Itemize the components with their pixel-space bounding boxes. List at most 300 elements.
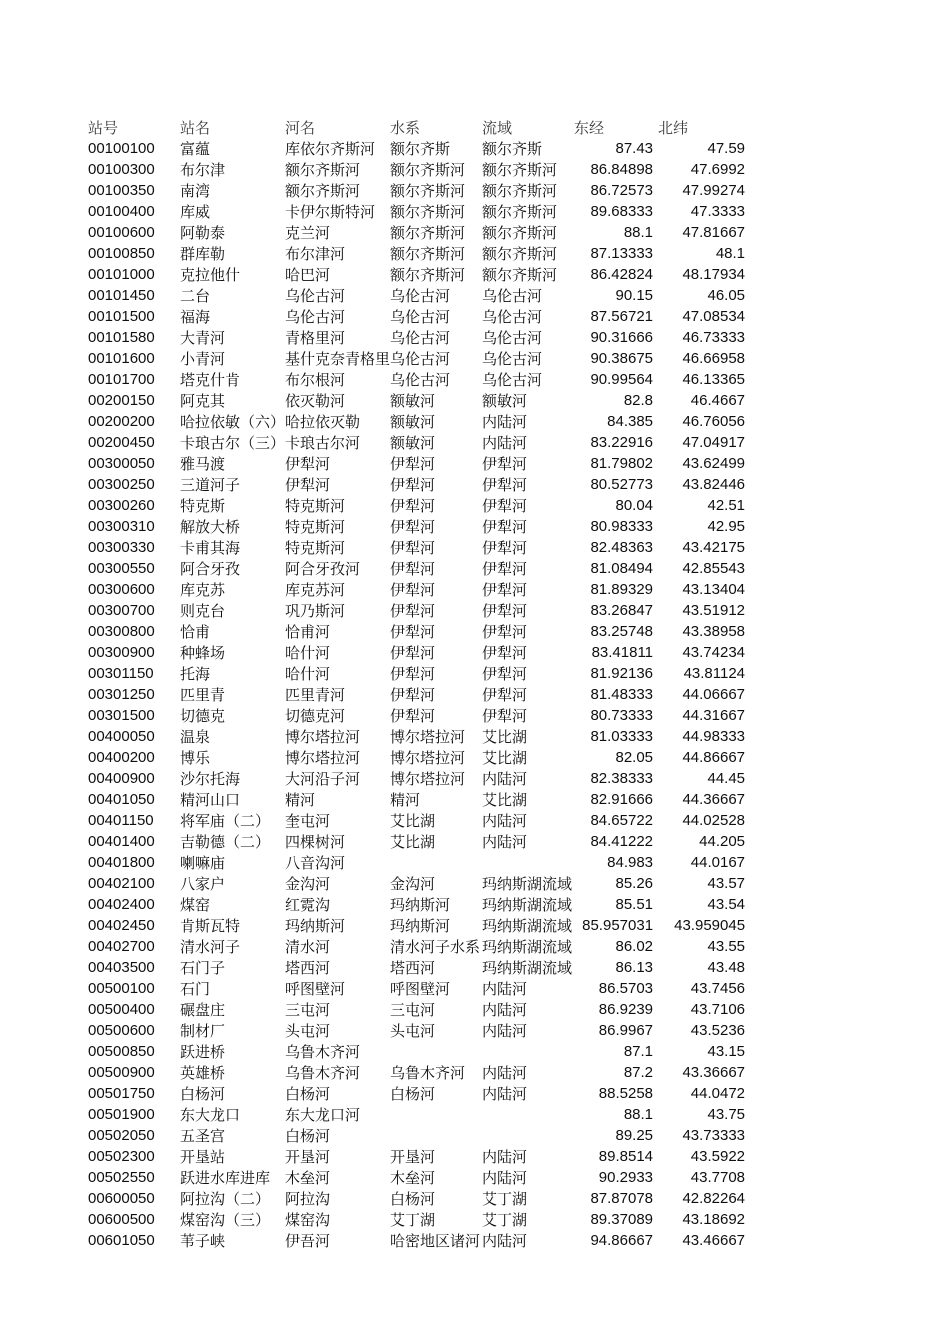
cell-longitude-east[interactable]: 94.86667 — [590, 1232, 654, 1249]
cell-latitude-north[interactable]: 42.82264 — [682, 1190, 746, 1207]
cell-latitude-north[interactable]: 47.04917 — [682, 434, 746, 451]
cell-water-system[interactable]: 白杨河 — [390, 1191, 436, 1208]
cell-river-name[interactable]: 特克斯河 — [285, 498, 346, 515]
cell-water-system[interactable]: 额尔齐斯河 — [390, 246, 466, 263]
cell-water-system[interactable]: 伊犁河 — [390, 666, 436, 683]
cell-station-id[interactable]: 00101000 — [88, 266, 155, 283]
cell-latitude-north[interactable]: 44.86667 — [682, 749, 746, 766]
cell-river-name[interactable]: 特克斯河 — [285, 540, 346, 557]
cell-latitude-north[interactable]: 48.17934 — [682, 266, 746, 283]
cell-longitude-east[interactable]: 86.84898 — [590, 161, 654, 178]
cell-water-system[interactable]: 伊犁河 — [390, 645, 436, 662]
cell-basin[interactable]: 乌伦古河 — [482, 288, 543, 305]
cell-latitude-north[interactable]: 47.3333 — [690, 203, 746, 220]
cell-basin[interactable]: 艾比湖 — [482, 792, 528, 809]
cell-longitude-east[interactable]: 87.87078 — [590, 1190, 654, 1207]
cell-longitude-east[interactable]: 81.48333 — [590, 686, 654, 703]
cell-basin[interactable]: 伊犁河 — [482, 603, 528, 620]
cell-river-name[interactable]: 库克苏河 — [285, 582, 346, 599]
cell-latitude-north[interactable]: 46.13365 — [682, 371, 746, 388]
cell-station-name[interactable]: 库克苏 — [180, 582, 226, 599]
cell-longitude-east[interactable]: 86.13 — [615, 959, 654, 976]
cell-latitude-north[interactable]: 44.205 — [699, 833, 746, 850]
cell-basin[interactable]: 伊犁河 — [482, 708, 528, 725]
cell-longitude-east[interactable]: 87.13333 — [590, 245, 654, 262]
cell-station-name[interactable]: 阿拉沟（二） — [180, 1191, 271, 1208]
cell-longitude-east[interactable]: 89.68333 — [590, 203, 654, 220]
cell-basin[interactable]: 乌伦古河 — [482, 330, 543, 347]
cell-basin[interactable]: 乌伦古河 — [482, 351, 543, 368]
cell-river-name[interactable]: 哈什河 — [285, 645, 331, 662]
cell-latitude-north[interactable]: 46.73333 — [682, 329, 746, 346]
cell-station-name[interactable]: 卡甫其海 — [180, 540, 241, 557]
cell-longitude-east[interactable]: 90.99564 — [590, 371, 654, 388]
cell-water-system[interactable]: 额尔齐斯河 — [390, 183, 466, 200]
cell-station-name[interactable]: 大青河 — [180, 330, 226, 347]
cell-water-system[interactable]: 伊犁河 — [390, 687, 436, 704]
cell-river-name[interactable]: 依灭勒河 — [285, 393, 346, 410]
cell-station-id[interactable]: 00402100 — [88, 875, 155, 892]
cell-station-name[interactable]: 富蕴 — [180, 141, 211, 158]
cell-river-name[interactable]: 奎屯河 — [285, 813, 331, 830]
cell-latitude-north[interactable]: 43.54 — [707, 896, 746, 913]
cell-station-id[interactable]: 00500850 — [88, 1043, 155, 1060]
cell-longitude-east[interactable]: 88.5258 — [598, 1085, 654, 1102]
cell-water-system[interactable]: 玛纳斯河 — [390, 897, 451, 914]
cell-water-system[interactable]: 三屯河 — [390, 1002, 436, 1019]
cell-latitude-north[interactable]: 43.81124 — [683, 665, 746, 682]
cell-basin[interactable]: 伊犁河 — [482, 540, 528, 557]
cell-longitude-east[interactable]: 87.56721 — [590, 308, 654, 325]
cell-water-system[interactable] — [390, 852, 482, 873]
cell-station-id[interactable]: 00300600 — [88, 581, 155, 598]
cell-basin[interactable]: 伊犁河 — [482, 456, 528, 473]
cell-water-system[interactable]: 头屯河 — [390, 1023, 436, 1040]
cell-station-id[interactable]: 00502550 — [88, 1169, 155, 1186]
cell-basin[interactable]: 内陆河 — [482, 1170, 528, 1187]
cell-basin[interactable]: 额尔齐斯河 — [482, 246, 558, 263]
cell-latitude-north[interactable]: 43.15 — [707, 1043, 746, 1060]
cell-river-name[interactable]: 卡琅古尔河 — [285, 435, 361, 452]
cell-station-id[interactable]: 00600500 — [88, 1211, 155, 1228]
cell-longitude-east[interactable]: 85.51 — [615, 896, 654, 913]
cell-river-name[interactable]: 乌伦古河 — [285, 288, 346, 305]
cell-station-id[interactable]: 00300800 — [88, 623, 155, 640]
cell-longitude-east[interactable]: 85.26 — [615, 875, 654, 892]
cell-latitude-north[interactable]: 43.38958 — [682, 623, 746, 640]
cell-station-name[interactable]: 塔克什肯 — [180, 372, 241, 389]
cell-station-id[interactable]: 00100600 — [88, 224, 155, 241]
cell-station-id[interactable]: 00200150 — [88, 392, 155, 409]
cell-longitude-east[interactable]: 89.8514 — [598, 1148, 654, 1165]
cell-water-system[interactable]: 乌伦古河 — [390, 309, 451, 326]
cell-basin[interactable]: 内陆河 — [482, 435, 528, 452]
cell-river-name[interactable]: 呼图壁河 — [285, 981, 346, 998]
cell-basin[interactable]: 伊犁河 — [482, 687, 528, 704]
cell-station-id[interactable]: 00402700 — [88, 938, 155, 955]
cell-longitude-east[interactable]: 84.983 — [607, 854, 654, 871]
cell-river-name[interactable]: 布尔津河 — [285, 246, 346, 263]
cell-river-name[interactable]: 东大龙口河 — [285, 1107, 361, 1124]
cell-station-id[interactable]: 00400050 — [88, 728, 155, 745]
cell-longitude-east[interactable]: 87.2 — [623, 1064, 654, 1081]
cell-station-name[interactable]: 雅马渡 — [180, 456, 226, 473]
cell-station-name[interactable]: 阿勒泰 — [180, 225, 226, 242]
cell-basin[interactable]: 艾比湖 — [482, 750, 528, 767]
cell-river-name[interactable]: 乌鲁木齐河 — [285, 1044, 361, 1061]
cell-water-system[interactable]: 伊犁河 — [390, 561, 436, 578]
cell-latitude-north[interactable]: 46.4667 — [690, 392, 746, 409]
cell-station-id[interactable]: 00101500 — [88, 308, 155, 325]
cell-latitude-north[interactable]: 43.75 — [707, 1106, 746, 1123]
cell-station-name[interactable]: 制材厂 — [180, 1023, 226, 1040]
cell-water-system[interactable]: 伊犁河 — [390, 456, 436, 473]
cell-station-id[interactable]: 00402400 — [88, 896, 155, 913]
cell-basin[interactable]: 艾丁湖 — [482, 1191, 528, 1208]
cell-station-id[interactable]: 00300250 — [88, 476, 155, 493]
cell-water-system[interactable]: 额尔齐斯河 — [390, 267, 466, 284]
cell-longitude-east[interactable]: 86.9239 — [598, 1001, 654, 1018]
cell-basin[interactable]: 内陆河 — [482, 981, 528, 998]
cell-latitude-north[interactable]: 43.18692 — [682, 1211, 746, 1228]
cell-station-name[interactable]: 碾盘庄 — [180, 1002, 226, 1019]
cell-station-id[interactable]: 00502300 — [88, 1148, 155, 1165]
cell-longitude-east[interactable]: 85.957031 — [582, 917, 654, 934]
cell-water-system[interactable]: 金沟河 — [390, 876, 436, 893]
cell-station-name[interactable]: 克拉他什 — [180, 267, 241, 284]
cell-water-system[interactable]: 玛纳斯河 — [390, 918, 451, 935]
cell-river-name[interactable]: 伊犁河 — [285, 456, 331, 473]
cell-river-name[interactable]: 巩乃斯河 — [285, 603, 346, 620]
cell-water-system[interactable]: 伊犁河 — [390, 540, 436, 557]
cell-longitude-east[interactable]: 90.31666 — [590, 329, 654, 346]
cell-station-id[interactable]: 00101580 — [88, 329, 155, 346]
cell-station-name[interactable]: 煤窑沟（三） — [180, 1212, 271, 1229]
cell-station-name[interactable]: 石门子 — [180, 960, 226, 977]
cell-longitude-east[interactable]: 81.92136 — [590, 665, 654, 682]
cell-station-id[interactable]: 00500100 — [88, 980, 155, 997]
cell-basin[interactable]: 伊犁河 — [482, 582, 528, 599]
cell-station-name[interactable]: 群库勒 — [180, 246, 226, 263]
cell-station-name[interactable]: 库威 — [180, 204, 211, 221]
cell-river-name[interactable]: 特克斯河 — [285, 519, 346, 536]
cell-longitude-east[interactable]: 80.98333 — [590, 518, 654, 535]
cell-station-name[interactable]: 吉勒德（二） — [180, 834, 271, 851]
cell-river-name[interactable]: 清水河 — [285, 939, 331, 956]
cell-longitude-east[interactable]: 86.9967 — [598, 1022, 654, 1039]
cell-latitude-north[interactable]: 42.95 — [707, 518, 746, 535]
cell-latitude-north[interactable]: 44.06667 — [682, 686, 746, 703]
cell-longitude-east[interactable]: 82.38333 — [590, 770, 654, 787]
cell-latitude-north[interactable]: 44.0472 — [690, 1085, 746, 1102]
cell-station-id[interactable]: 00403500 — [88, 959, 155, 976]
cell-river-name[interactable]: 额尔齐斯河 — [285, 183, 361, 200]
cell-longitude-east[interactable]: 90.15 — [615, 287, 654, 304]
cell-water-system[interactable]: 额敏河 — [390, 414, 436, 431]
cell-longitude-east[interactable]: 81.79802 — [590, 455, 654, 472]
cell-water-system[interactable]: 伊犁河 — [390, 708, 436, 725]
cell-basin[interactable] — [482, 1104, 574, 1125]
cell-station-id[interactable]: 00300700 — [88, 602, 155, 619]
cell-basin[interactable]: 玛纳斯湖流域 — [482, 960, 573, 977]
cell-latitude-north[interactable]: 48.1 — [715, 245, 746, 262]
cell-basin[interactable]: 艾比湖 — [482, 729, 528, 746]
cell-river-name[interactable]: 乌鲁木齐河 — [285, 1065, 361, 1082]
cell-station-id[interactable]: 00501750 — [88, 1085, 155, 1102]
cell-station-id[interactable]: 00101450 — [88, 287, 155, 304]
cell-river-name[interactable]: 伊犁河 — [285, 477, 331, 494]
cell-water-system[interactable]: 博尔塔拉河 — [390, 771, 466, 788]
cell-basin[interactable]: 乌伦古河 — [482, 372, 543, 389]
cell-latitude-north[interactable]: 44.36667 — [682, 791, 746, 808]
cell-longitude-east[interactable]: 84.65722 — [590, 812, 654, 829]
cell-station-name[interactable]: 匹里青 — [180, 687, 226, 704]
cell-station-id[interactable]: 00401800 — [88, 854, 155, 871]
cell-station-id[interactable]: 00402450 — [88, 917, 155, 934]
cell-station-id[interactable]: 00500600 — [88, 1022, 155, 1039]
cell-basin[interactable]: 伊犁河 — [482, 645, 528, 662]
cell-water-system[interactable]: 额敏河 — [390, 393, 436, 410]
cell-station-id[interactable]: 00500900 — [88, 1064, 155, 1081]
cell-basin[interactable]: 艾丁湖 — [482, 1212, 528, 1229]
cell-station-id[interactable]: 00600050 — [88, 1190, 155, 1207]
cell-latitude-north[interactable]: 44.02528 — [682, 812, 746, 829]
cell-water-system[interactable]: 开垦河 — [390, 1149, 436, 1166]
cell-station-name[interactable]: 阿克其 — [180, 393, 226, 410]
cell-water-system[interactable]: 艾比湖 — [390, 813, 436, 830]
cell-longitude-east[interactable]: 81.03333 — [590, 728, 654, 745]
cell-longitude-east[interactable]: 84.41222 — [590, 833, 654, 850]
cell-longitude-east[interactable]: 89.37089 — [590, 1211, 654, 1228]
cell-water-system[interactable]: 伊犁河 — [390, 519, 436, 536]
cell-basin[interactable]: 内陆河 — [482, 1233, 528, 1250]
cell-station-name[interactable]: 跃进桥 — [180, 1044, 226, 1061]
cell-basin[interactable] — [482, 1125, 574, 1146]
cell-latitude-north[interactable]: 44.31667 — [682, 707, 746, 724]
cell-basin[interactable]: 内陆河 — [482, 834, 528, 851]
cell-station-id[interactable]: 00401050 — [88, 791, 155, 808]
cell-river-name[interactable]: 切德克河 — [285, 708, 346, 725]
cell-station-id[interactable]: 00400900 — [88, 770, 155, 787]
cell-water-system[interactable]: 伊犁河 — [390, 603, 436, 620]
cell-station-id[interactable]: 00200200 — [88, 413, 155, 430]
cell-basin[interactable]: 玛纳斯湖流域 — [482, 939, 573, 956]
cell-longitude-east[interactable]: 80.04 — [615, 497, 654, 514]
cell-station-id[interactable]: 00300330 — [88, 539, 155, 556]
cell-longitude-east[interactable]: 86.5703 — [598, 980, 654, 997]
cell-river-name[interactable]: 八音沟河 — [285, 855, 346, 872]
cell-longitude-east[interactable]: 82.48363 — [590, 539, 654, 556]
cell-water-system[interactable] — [390, 1104, 482, 1125]
cell-basin[interactable]: 内陆河 — [482, 1023, 528, 1040]
cell-station-id[interactable]: 00601050 — [88, 1232, 155, 1249]
cell-latitude-north[interactable]: 43.55 — [707, 938, 746, 955]
cell-water-system[interactable]: 塔西河 — [390, 960, 436, 977]
cell-basin[interactable]: 额尔齐斯河 — [482, 162, 558, 179]
cell-station-id[interactable]: 00500400 — [88, 1001, 155, 1018]
cell-latitude-north[interactable]: 46.76056 — [682, 413, 746, 430]
cell-station-id[interactable]: 00100400 — [88, 203, 155, 220]
cell-longitude-east[interactable]: 88.1 — [623, 1106, 654, 1123]
cell-station-id[interactable]: 00300260 — [88, 497, 155, 514]
cell-station-name[interactable]: 八家户 — [180, 876, 226, 893]
cell-river-name[interactable]: 三屯河 — [285, 1002, 331, 1019]
cell-river-name[interactable]: 煤窑沟 — [285, 1212, 331, 1229]
cell-river-name[interactable]: 木垒河 — [285, 1170, 331, 1187]
cell-station-id[interactable]: 00100100 — [88, 140, 155, 157]
cell-water-system[interactable]: 博尔塔拉河 — [390, 729, 466, 746]
cell-latitude-north[interactable]: 43.7456 — [690, 980, 746, 997]
cell-river-name[interactable]: 金沟河 — [285, 876, 331, 893]
cell-basin[interactable]: 额尔齐斯河 — [482, 183, 558, 200]
cell-river-name[interactable]: 布尔根河 — [285, 372, 346, 389]
cell-river-name[interactable]: 阿拉沟 — [285, 1191, 331, 1208]
cell-water-system[interactable]: 额尔齐斯河 — [390, 225, 466, 242]
cell-basin[interactable]: 内陆河 — [482, 813, 528, 830]
cell-station-name[interactable]: 三道河子 — [180, 477, 241, 494]
cell-longitude-east[interactable]: 83.41811 — [591, 644, 654, 661]
cell-longitude-east[interactable]: 87.1 — [623, 1043, 654, 1060]
cell-water-system[interactable]: 清水河子水系 — [390, 939, 481, 956]
cell-longitude-east[interactable]: 83.22916 — [590, 434, 654, 451]
cell-river-name[interactable]: 匹里青河 — [285, 687, 346, 704]
cell-station-id[interactable]: 00401400 — [88, 833, 155, 850]
cell-water-system[interactable]: 乌伦古河 — [390, 288, 451, 305]
cell-station-id[interactable]: 00400200 — [88, 749, 155, 766]
cell-latitude-north[interactable]: 43.62499 — [682, 455, 746, 472]
cell-water-system[interactable]: 博尔塔拉河 — [390, 750, 466, 767]
cell-longitude-east[interactable]: 90.38675 — [590, 350, 654, 367]
cell-station-name[interactable]: 东大龙口 — [180, 1107, 241, 1124]
cell-station-id[interactable]: 00300550 — [88, 560, 155, 577]
cell-basin[interactable]: 玛纳斯湖流域 — [482, 918, 573, 935]
cell-river-name[interactable]: 开垦河 — [285, 1149, 331, 1166]
cell-latitude-north[interactable]: 44.98333 — [682, 728, 746, 745]
cell-station-name[interactable]: 清水河子 — [180, 939, 241, 956]
cell-latitude-north[interactable]: 47.99274 — [682, 182, 746, 199]
cell-station-id[interactable]: 00300310 — [88, 518, 155, 535]
cell-basin[interactable]: 玛纳斯湖流域 — [482, 897, 573, 914]
cell-latitude-north[interactable]: 44.45 — [707, 770, 746, 787]
cell-river-name[interactable]: 白杨河 — [285, 1128, 331, 1145]
cell-basin[interactable]: 内陆河 — [482, 1149, 528, 1166]
cell-water-system[interactable]: 艾比湖 — [390, 834, 436, 851]
cell-basin[interactable]: 内陆河 — [482, 771, 528, 788]
cell-station-name[interactable]: 小青河 — [180, 351, 226, 368]
cell-latitude-north[interactable]: 44.0167 — [690, 854, 746, 871]
cell-station-id[interactable]: 00300900 — [88, 644, 155, 661]
cell-water-system[interactable]: 乌鲁木齐河 — [390, 1065, 466, 1082]
cell-station-name[interactable]: 沙尔托海 — [180, 771, 241, 788]
cell-longitude-east[interactable]: 86.42824 — [590, 266, 654, 283]
cell-basin[interactable]: 额尔齐斯河 — [482, 204, 558, 221]
cell-latitude-north[interactable]: 43.74234 — [682, 644, 746, 661]
cell-station-name[interactable]: 苇子峡 — [180, 1233, 226, 1250]
cell-longitude-east[interactable]: 88.1 — [623, 224, 654, 241]
cell-latitude-north[interactable]: 43.5236 — [690, 1022, 746, 1039]
cell-basin[interactable] — [482, 852, 574, 873]
cell-river-name[interactable]: 四棵树河 — [285, 834, 346, 851]
cell-station-name[interactable]: 托海 — [180, 666, 211, 683]
cell-latitude-north[interactable]: 47.59 — [707, 140, 746, 157]
cell-latitude-north[interactable]: 47.08534 — [682, 308, 746, 325]
cell-latitude-north[interactable]: 46.66958 — [682, 350, 746, 367]
cell-basin[interactable]: 伊犁河 — [482, 561, 528, 578]
cell-station-name[interactable]: 二台 — [180, 288, 211, 305]
cell-basin[interactable]: 额尔齐斯河 — [482, 225, 558, 242]
cell-river-name[interactable]: 博尔塔拉河 — [285, 729, 361, 746]
cell-station-id[interactable]: 00301250 — [88, 686, 155, 703]
cell-basin[interactable] — [482, 1041, 574, 1062]
cell-river-name[interactable]: 塔西河 — [285, 960, 331, 977]
cell-river-name[interactable]: 红霓沟 — [285, 897, 331, 914]
cell-basin[interactable]: 内陆河 — [482, 1065, 528, 1082]
cell-longitude-east[interactable]: 83.26847 — [590, 602, 654, 619]
cell-water-system[interactable]: 额尔齐斯河 — [390, 162, 466, 179]
cell-basin[interactable]: 额尔齐斯 — [482, 141, 543, 158]
cell-river-name[interactable]: 大河沿子河 — [285, 771, 361, 788]
cell-station-name[interactable]: 白杨河 — [180, 1086, 226, 1103]
cell-water-system[interactable]: 伊犁河 — [390, 582, 436, 599]
cell-longitude-east[interactable]: 82.8 — [623, 392, 654, 409]
cell-longitude-east[interactable]: 82.05 — [615, 749, 654, 766]
cell-river-name[interactable]: 博尔塔拉河 — [285, 750, 361, 767]
cell-basin[interactable]: 伊犁河 — [482, 498, 528, 515]
cell-longitude-east[interactable]: 84.385 — [607, 413, 654, 430]
cell-latitude-north[interactable]: 43.959045 — [674, 917, 746, 934]
cell-station-name[interactable]: 博乐 — [180, 750, 211, 767]
cell-latitude-north[interactable]: 43.36667 — [682, 1064, 746, 1081]
cell-basin[interactable]: 伊犁河 — [482, 666, 528, 683]
cell-latitude-north[interactable]: 43.13404 — [682, 581, 746, 598]
cell-river-name[interactable]: 库依尔齐斯河 — [285, 141, 376, 158]
cell-basin[interactable]: 伊犁河 — [482, 624, 528, 641]
cell-longitude-east[interactable]: 80.52773 — [590, 476, 654, 493]
cell-station-name[interactable]: 五圣宫 — [180, 1128, 226, 1145]
cell-latitude-north[interactable]: 43.73333 — [682, 1127, 746, 1144]
cell-latitude-north[interactable]: 46.05 — [707, 287, 746, 304]
cell-station-id[interactable]: 00502050 — [88, 1127, 155, 1144]
cell-river-name[interactable]: 伊吾河 — [285, 1233, 331, 1250]
cell-water-system[interactable]: 白杨河 — [390, 1086, 436, 1103]
cell-station-id[interactable]: 00501900 — [88, 1106, 155, 1123]
cell-station-name[interactable]: 种蜂场 — [180, 645, 226, 662]
cell-longitude-east[interactable]: 89.25 — [615, 1127, 654, 1144]
cell-longitude-east[interactable]: 80.73333 — [590, 707, 654, 724]
cell-station-name[interactable]: 肯斯瓦特 — [180, 918, 241, 935]
cell-station-name[interactable]: 布尔津 — [180, 162, 226, 179]
cell-latitude-north[interactable]: 43.82446 — [682, 476, 746, 493]
cell-station-id[interactable]: 00200450 — [88, 434, 155, 451]
cell-station-id[interactable]: 00301500 — [88, 707, 155, 724]
cell-water-system[interactable]: 额敏河 — [390, 435, 436, 452]
cell-longitude-east[interactable]: 82.91666 — [590, 791, 654, 808]
cell-water-system[interactable]: 乌伦古河 — [390, 351, 451, 368]
cell-water-system[interactable]: 精河 — [390, 792, 421, 809]
cell-station-id[interactable]: 00101700 — [88, 371, 155, 388]
cell-station-id[interactable]: 00301150 — [88, 665, 154, 682]
cell-river-name[interactable]: 青格里河 — [285, 330, 346, 347]
cell-river-name[interactable]: 哈拉依灭勒 — [285, 414, 361, 431]
cell-basin[interactable]: 内陆河 — [482, 1086, 528, 1103]
cell-longitude-east[interactable]: 90.2933 — [598, 1169, 654, 1186]
cell-station-name[interactable]: 卡琅古尔（三） — [180, 435, 286, 452]
cell-latitude-north[interactable]: 43.51912 — [682, 602, 746, 619]
cell-latitude-north[interactable]: 43.42175 — [682, 539, 746, 556]
cell-station-id[interactable]: 00300050 — [88, 455, 155, 472]
cell-latitude-north[interactable]: 43.46667 — [682, 1232, 746, 1249]
cell-station-name[interactable]: 特克斯 — [180, 498, 226, 515]
